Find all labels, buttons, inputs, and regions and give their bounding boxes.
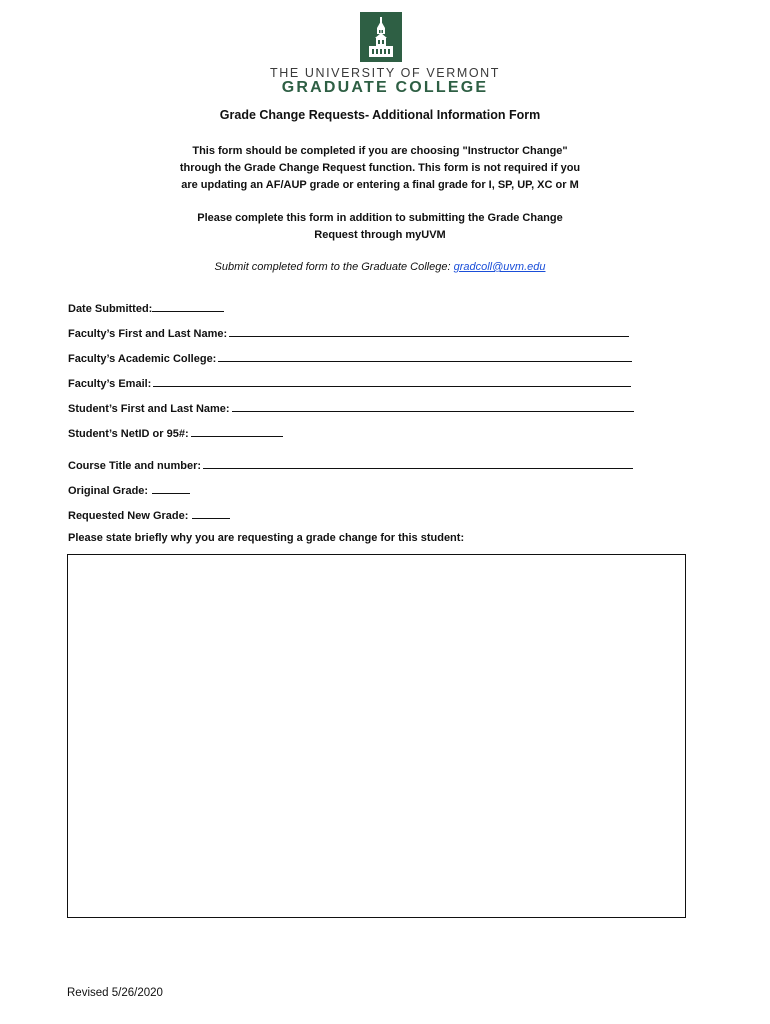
faculty-name-field [68,325,629,340]
instruction-line: Request through myUVM [314,229,446,241]
student-netid-label: Student’s NetID or 95#: [68,428,189,440]
faculty-college-label: Faculty’s Academic College: [68,353,217,365]
intro-paragraph [0,143,760,194]
institution-name: THE UNIVERSITY OF VERMONT [269,66,501,80]
form-title: Grade Change Requests- Additional Information Form [219,108,541,122]
instruction-paragraph [0,210,760,244]
intro-line: through the Grade Change Request function. This form is not required if you [179,162,581,174]
faculty-email-input[interactable] [153,375,631,387]
date-submitted-label: Date Submitted: [68,303,153,315]
student-netid-field [68,425,283,440]
faculty-email-label: Faculty’s Email: [68,378,152,390]
tower-building-icon [360,12,402,62]
student-name-label: Student’s First and Last Name: [68,403,230,415]
date-submitted-field [68,300,224,315]
faculty-email-field [68,375,631,390]
requested-grade-label: Requested New Grade: [68,510,189,522]
original-grade-input[interactable] [152,482,190,494]
course-label: Course Title and number: [68,460,202,472]
original-grade-field [68,482,190,497]
college-name: GRADUATE COLLEGE [281,79,489,96]
course-input[interactable] [203,457,633,469]
revision-date: Revised 5/26/2020 [67,987,163,999]
requested-grade-field [68,507,230,522]
faculty-college-field [68,350,632,365]
student-name-field [68,400,634,415]
faculty-name-input[interactable] [229,325,629,337]
submit-instruction [0,261,760,273]
reason-textbox[interactable] [67,554,686,918]
requested-grade-input[interactable] [192,507,230,519]
student-netid-input[interactable] [191,425,283,437]
faculty-name-label: Faculty’s First and Last Name: [68,328,228,340]
email-link[interactable]: gradcoll@uvm.edu [453,261,546,273]
instruction-line: Please complete this form in addition to submitting the Grade Change [197,212,563,224]
university-logo [360,12,402,62]
original-grade-label: Original Grade: [68,485,149,497]
student-name-input[interactable] [232,400,634,412]
faculty-college-input[interactable] [218,350,632,362]
reason-prompt: Please state briefly why you are requesting a grade change for this student: [68,532,465,544]
intro-line: are updating an AF/AUP grade or entering a final grade for I, SP, UP, XC or M [181,179,579,191]
course-field [68,457,633,472]
intro-line: This form should be completed if you are choosing "Instructor Change" [192,145,568,157]
submit-text: Submit completed form to the Graduate College: [214,261,454,273]
date-submitted-input[interactable] [152,300,224,312]
